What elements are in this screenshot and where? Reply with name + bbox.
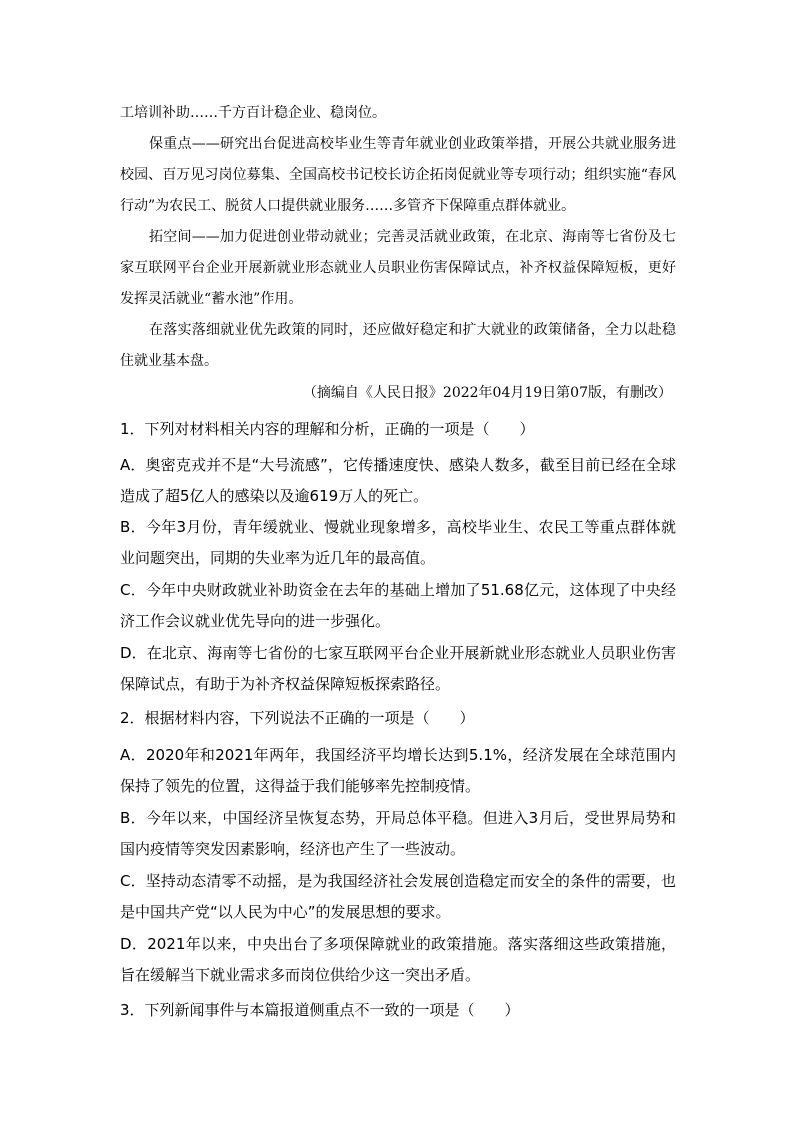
question-1-option-c: C．今年中央财政就业补助资金在去年的基础上增加了51.68亿元，这体现了中央经济工作会议就业优先导向的进一步强化。	[120, 581, 676, 630]
question-2-option-a: A．2020年和2021年两年，我国经济平均增长达到5.1%，经济发展在全球范围内保持了领先的位置，这得益于我们能够率先控制疫情。	[120, 746, 676, 795]
question-1-option-a: A．奥密克戎并不是“大号流感”，它传播速度快、感染人数多，截至目前已经在全球造成了超5亿人的感染以及逾619万人的死亡。	[120, 456, 676, 505]
passage-paragraph-1: 保重点——研究出台促进高校毕业生等青年就业创业政策举措，开展公共就业服务进校园、百万见习岗位募集、全国高校书记校长访企拓岗促就业等专项行动；组织实施“春风行动”为农民工、脱贫人口提供就业服务……多管齐下保障重点群体就业。	[120, 136, 676, 214]
question-1-option-d: D．在北京、海南等七省份的七家互联网平台企业开展新就业形态就业人员职业伤害保障试点，有助于为补齐权益保障短板探索路径。	[120, 644, 676, 693]
passage-paragraph-0: 工培训补助……千方百计稳企业、稳岗位。	[120, 105, 386, 121]
question-1-stem: 1．下列对材料相关内容的理解和分析，正确的一项是（ ）	[120, 420, 535, 438]
passage-paragraph-2: 拓空间——加力促进创业带动就业；完善灵活就业政策，在北京、海南等七省份及七家互联网平台企业开展新就业形态就业人员职业伤害保障试点，补齐权益保障短板，更好发挥灵活就业“蓄水池”作用。	[120, 229, 676, 307]
question-2-option-d: D．2021年以来，中央出台了多项保障就业的政策措施。落实落细这些政策措施，旨在缓解当下就业需求多而岗位供给少这一突出矛盾。	[120, 935, 676, 984]
question-2-stem: 2．根据材料内容，下列说法不正确的一项是（ ）	[120, 709, 475, 727]
question-1-option-b: B．今年3月份，青年缓就业、慢就业现象增多，高校毕业生、农民工等重点群体就业问题突出，同期的失业率为近几年的最高值。	[120, 518, 676, 567]
question-2-option-c: C．坚持动态清零不动摇，是为我国经济社会发展创造稳定而安全的条件的需要，也是中国共产党“以人民为中心”的发展思想的要求。	[120, 872, 676, 921]
passage-source: （摘编自《人民日报》2022年04月19日第07版，有删改）	[302, 385, 672, 401]
question-3-stem: 3．下列新闻事件与本篇报道侧重点不一致的一项是（ ）	[120, 1001, 520, 1019]
passage-paragraph-3: 在落实落细就业优先政策的同时，还应做好稳定和扩大就业的政策储备，全力以赴稳住就业基本盘。	[120, 322, 676, 369]
question-2-option-b: B．今年以来，中国经济呈恢复态势，开局总体平稳。但进入3月后，受世界局势和国内疫情等突发因素影响，经济也产生了一些波动。	[120, 809, 676, 858]
